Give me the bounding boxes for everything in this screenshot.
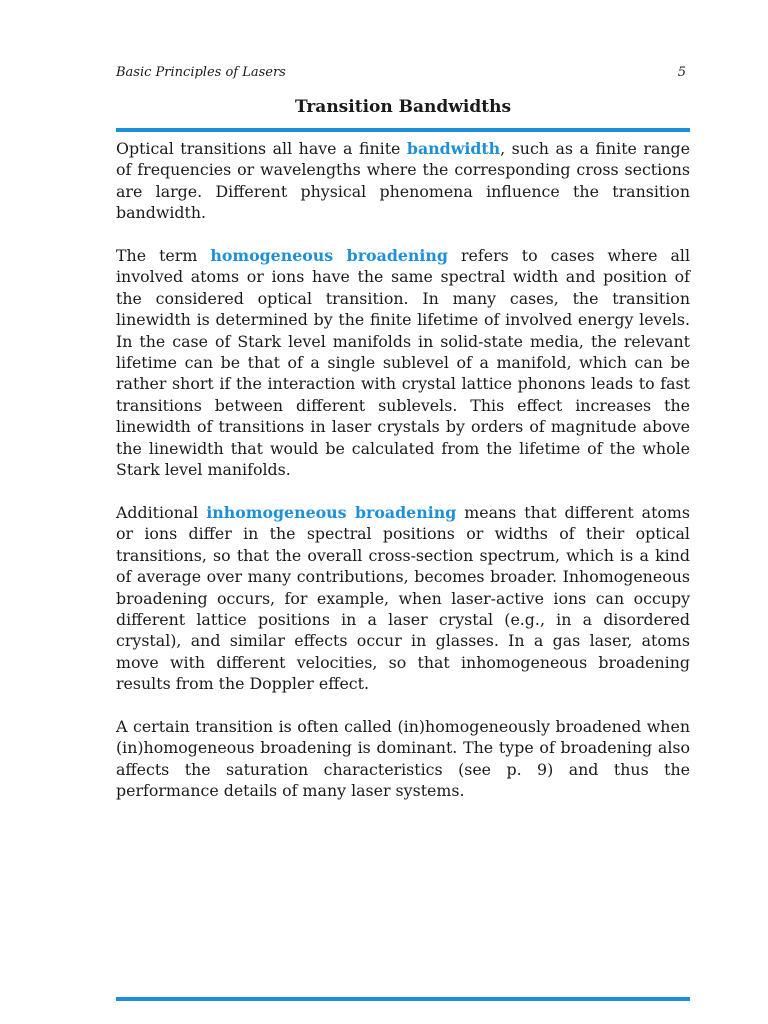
term-inhomogeneous-broadening: inhomogeneous broadening <box>206 502 457 522</box>
section-title: Transition Bandwidths <box>294 97 512 117</box>
paragraph-text: refers to cases where all involved atoms or ions have the same spectral width and position of the considered optical transition. In many cases, the transition linewidth is determined by the finite lifetime of involved energy levels. In the case of Stark level manifolds in solid-state media, the relevant lifetime can be that of a single sublevel of a manifold, which can be rather short if the interaction with crystal lattice phonons leads to fast transitions between different sublevels. This effect increases the linewidth of transitions in laser crystals by orders of magnitude above the linewidth that would be calculated from the lifetime of the whole Stark level manifolds. <box>116 246 691 480</box>
page-header <box>116 63 686 83</box>
paragraph-bandwidth <box>116 138 690 224</box>
paragraph-broadened-transitions <box>116 716 690 802</box>
paragraph-text: means that different atoms or ions differ in the spectral positions or widths of their optical transitions, so that the overall cross-section spectrum, which is a kind of average over many contributions, becomes broader. Inhomogeneous broadening occurs, for example, when laser-active ions can occupy different lattice positions in a laser crystal (e.g., in a disordered crystal), and similar effects occur in glasses. In a gas laser, atoms move with different velocities, so that inhomogeneous broadening results from the Doppler effect. <box>116 502 691 694</box>
bottom-rule <box>116 997 690 1001</box>
term-bandwidth: bandwidth <box>406 139 501 158</box>
paragraph-text: The term <box>116 246 211 266</box>
top-rule <box>116 128 690 132</box>
paragraph-text: Optical transitions all have a finite <box>116 139 407 158</box>
paragraph-text: A certain transition is often called (in)homogeneously broadened when (in)homogeneous broadening is dominant. The type of broadening also affects the saturation characteristics (see p. 9) and thus the performance details of many laser systems. <box>116 716 690 801</box>
paragraph-inhomogeneous-broadening <box>116 502 690 695</box>
paragraph-text: Additional <box>116 502 207 522</box>
page-number: 5 <box>677 65 686 80</box>
paragraph-text: , such as a finite range of frequencies or wavelengths where the corresponding cross sections are large. Different physical phenomena influence the transition bandwidth. <box>116 139 690 223</box>
body-text <box>116 138 690 823</box>
running-title: Basic Principles of Lasers <box>116 65 286 80</box>
paragraph-homogeneous-broadening <box>116 245 690 480</box>
term-homogeneous-broadening: homogeneous broadening <box>210 246 448 266</box>
